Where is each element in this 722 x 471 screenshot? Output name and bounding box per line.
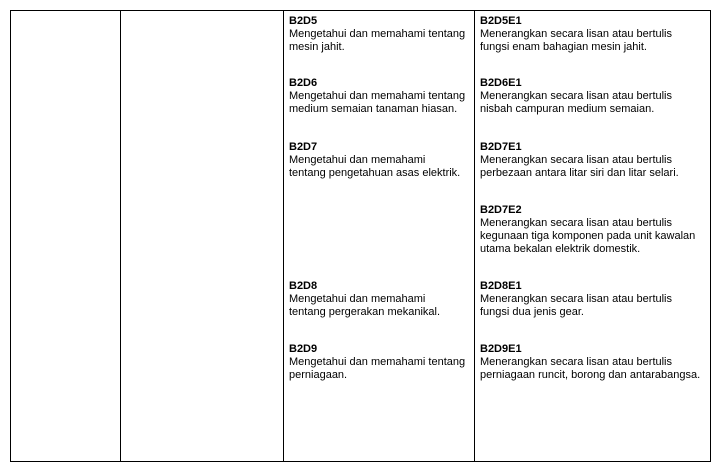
evidence-entry (480, 15, 672, 54)
evidence-text: Menerangkan secara lisan atau bertulis perniagaan runcit, borong dan antarabangsa. (480, 356, 701, 381)
standard-code: B2D7 (289, 141, 318, 153)
standard-entry (289, 343, 465, 382)
table-bottom-border (10, 461, 710, 462)
evidence-entry (480, 280, 672, 319)
standard-text: Mengetahui dan memahami tentang pengetahuan asas elektrik. (289, 154, 461, 179)
standard-code: B2D8 (289, 280, 318, 292)
column-divider-3 (474, 10, 475, 462)
evidence-text: Menerangkan secara lisan atau bertulis fungsi dua jenis gear. (480, 293, 673, 318)
evidence-code: B2D8E1 (480, 280, 522, 292)
evidence-code: B2D9E1 (480, 343, 522, 355)
evidence-text: Menerangkan secara lisan atau bertulis kegunaan tiga komponen pada unit kawalan utama bekalan elektrik domestik. (480, 217, 696, 255)
column-divider-1 (120, 10, 121, 462)
standard-entry (289, 141, 460, 180)
evidence-entry (480, 204, 695, 256)
standard-code: B2D5 (289, 15, 318, 27)
evidence-code: B2D7E2 (480, 204, 522, 216)
evidence-text: Menerangkan secara lisan atau bertulis fungsi enam bahagian mesin jahit. (480, 28, 673, 53)
evidence-text: Menerangkan secara lisan atau bertulis nisbah campuran medium semaian. (480, 90, 673, 115)
standard-entry (289, 77, 465, 116)
standard-text: Mengetahui dan memahami tentang perniagaan. (289, 356, 466, 381)
standard-text: Mengetahui dan memahami tentang pergerakan mekanikal. (289, 293, 441, 318)
standard-text: Mengetahui dan memahami tentang medium semaian tanaman hiasan. (289, 90, 466, 115)
table-top-border (10, 10, 710, 11)
column-divider-2 (283, 10, 284, 462)
evidence-entry (480, 141, 679, 180)
evidence-code: B2D7E1 (480, 141, 522, 153)
standard-code: B2D9 (289, 343, 318, 355)
evidence-code: B2D6E1 (480, 77, 522, 89)
evidence-entry (480, 77, 672, 116)
evidence-entry (480, 343, 700, 382)
table-right-border (710, 10, 711, 462)
table-left-border (10, 10, 11, 462)
evidence-text: Menerangkan secara lisan atau bertulis perbezaan antara litar siri dan litar selari. (480, 154, 679, 179)
standard-code: B2D6 (289, 77, 318, 89)
standard-entry (289, 15, 465, 54)
evidence-code: B2D5E1 (480, 15, 522, 27)
standard-text: Mengetahui dan memahami tentang mesin jahit. (289, 28, 466, 53)
standard-entry (289, 280, 440, 319)
